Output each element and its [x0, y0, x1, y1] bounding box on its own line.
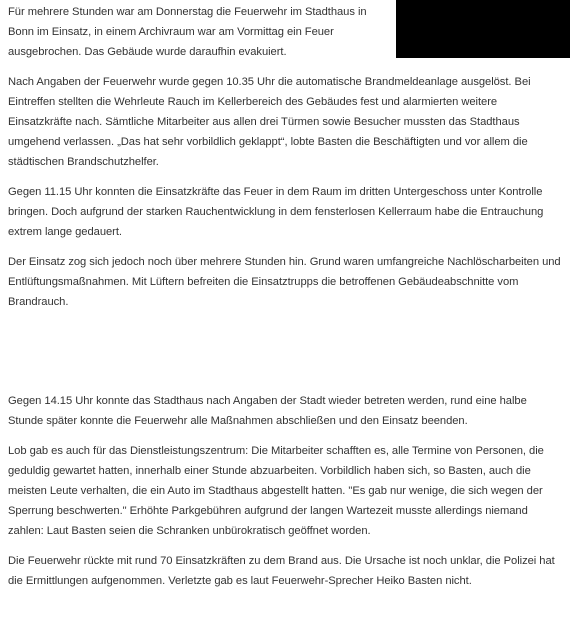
article-paragraph-5: Gegen 14.15 Uhr konnte das Stadthaus nach Angaben der Stadt wieder betreten werden, rund eine halbe Stunde später konnte die Feuerwehr alle Maßnahmen abschließen und den Einsatz beenden.	[8, 395, 527, 427]
article-paragraph-2: Nach Angaben der Feuerwehr wurde gegen 10.35 Uhr die automatische Brandmeldeanlage ausgelöst. Bei Eintreffen stellten die Wehrleute Rauch im Kellerbereich des Gebäudes fest und alarmierten weitere Einsatzkräfte nach. Sämtliche Mitarbeiter aus allen drei Türmen sowie Besucher mussten das Stadthaus umgehend verlassen. „Das hat sehr vorbildlich geklappt“, lobte Basten die Beschäftigten und vor allem die städtischen Brandschutzhelfer.	[8, 76, 531, 168]
content-gap	[8, 322, 564, 391]
article-paragraph-6: Lob gab es auch für das Dienstleistungszentrum: Die Mitarbeiter schafften es, alle Termine von Personen, die geduldig gewartet hatten, innerhalb einer Stunde abzuarbeiten. Vorbildlich haben sich, so Basten, auch die meisten Leute verhalten, die ein Auto im Stadthaus abgestellt hatten. "Es gab nur wenige, die sich wegen der Sperrung beschwerten." Erhöhte Parkgebühren aufgrund der langen Wartezeit musste allerdings niemand zahlen: Laut Basten seien die Schranken unbürokratisch geöffnet worden.	[8, 445, 544, 537]
article-paragraph-4: Der Einsatz zog sich jedoch noch über mehrere Stunden hin. Grund waren umfangreiche Nachlöscharbeiten und Entlüftungsmaßnahmen. Mit Lüftern befreiten die Einsatztrupps die betroffenen Gebäudeabschnitte vom Brandrauch.	[8, 256, 561, 308]
article-paragraph-7: Die Feuerwehr rückte mit rund 70 Einsatzkräften zu dem Brand aus. Die Ursache ist noch unklar, die Polizei hat die Ermittlungen aufgenommen. Verletzte gab es laut Feuerwehr-Sprecher Heiko Basten nicht.	[8, 555, 555, 587]
article-paragraph-3: Gegen 11.15 Uhr konnten die Einsatzkräfte das Feuer in dem Raum im dritten Untergeschoss unter Kontrolle bringen. Doch aufgrund der starken Rauchentwicklung in dem fensterlosen Kellerraum habe die Entrauchung extrem lange gedauert.	[8, 186, 544, 238]
article-paragraph-1: Für mehrere Stunden war am Donnerstag die Feuerwehr im Stadthaus in Bonn im Einsatz, in einem Archivraum war am Vormittag ein Feuer ausgebrochen. Das Gebäude wurde daraufhin evakuiert.	[8, 6, 367, 58]
article-body	[8, 2, 564, 601]
